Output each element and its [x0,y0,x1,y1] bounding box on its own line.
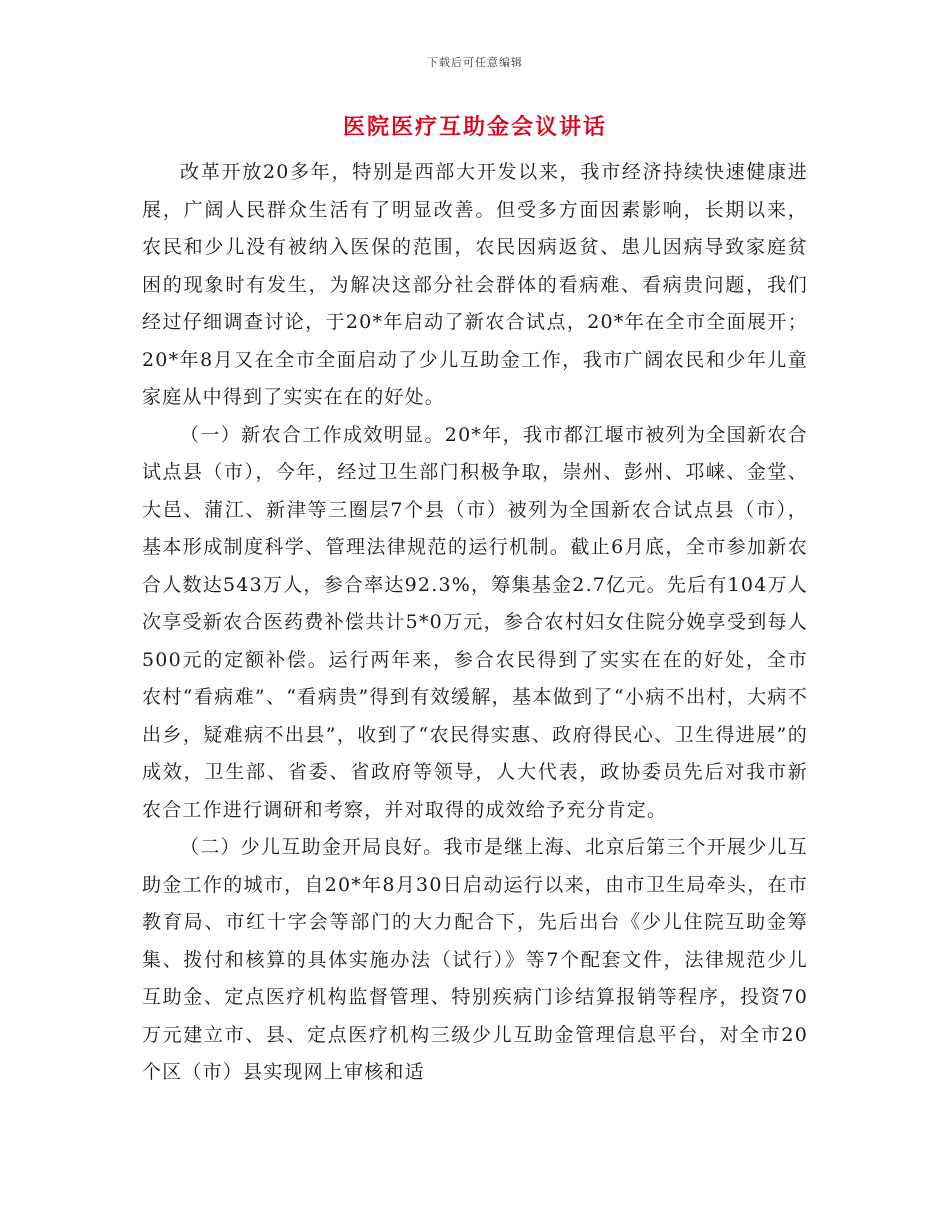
paragraph-section-2: （二）少儿互助金开局良好。我市是继上海、北京后第三个开展少儿互助金工作的城市，自20*年8月30日启动运行以来，由市卫生局牵头，在市教育局、市红十字会等部门的大力配合下，先后出台《少儿住院互助金筹集、拨付和核算的具体实施办法（试行）》等7个配套文件，法律规范少儿互助金、定点医疗机构监督管理、特别疾病门诊结算报销等程序，投资70万元建立市、县、定点医疗机构三级少儿互助金管理信息平台，对全市20个区（市）县实现网上审核和适 [142,836,808,1083]
header-note: 下载后可任意编辑 [427,56,523,69]
document-title: 医院医疗互助金会议讲话 [342,114,607,140]
paragraph-intro: 改革开放20多年，特别是西部大开发以来，我市经济持续快速健康进展，广阔人民群众生活有了明显改善。但受多方面因素影响，长期以来，农民和少儿没有被纳入医保的范围，农民因病返贫、患儿因病导致家庭贫困的现象时有发生，为解决这部分社会群体的看病难、看病贵问题，我们经过仔细调查讨论，于20*年启动了新农合试点，20*年在全市全面展开；20*年8月又在全市全面启动了少儿互助金工作，我市广阔农民和少年儿童家庭从中得到了实实在在的好处。 [142,161,808,408]
document-body [142,154,808,1092]
paragraph-section-1: （一）新农合工作成效明显。20*年，我市都江堰市被列为全国新农合试点县（市），今年，经过卫生部门积极争取，崇州、彭州、邛崃、金堂、大邑、蒲江、新津等三圈层7个县（市）被列为全国新农合试点县（市），基本形成制度科学、管理法律规范的运行机制。截止6月底，全市参加新农合人数达543万人，参合率达92.3%，筹集基金2.7亿元。先后有104万人次享受新农合医药费补偿共计5*0万元，参合农村妇女住院分娩享受到每人500元的定额补偿。运行两年来，参合农民得到了实实在在的好处，全市农村“看病难”、“看病贵”得到有效缓解，基本做到了“小病不出村，大病不出乡，疑难病不出县”，收到了“农民得实惠、政府得民心、卫生得进展”的成效，卫生部、省委、省政府等领导，人大代表，政协委员先后对我市新农合工作进行调研和考察，并对取得的成效给予充分肯定。 [142,423,808,821]
